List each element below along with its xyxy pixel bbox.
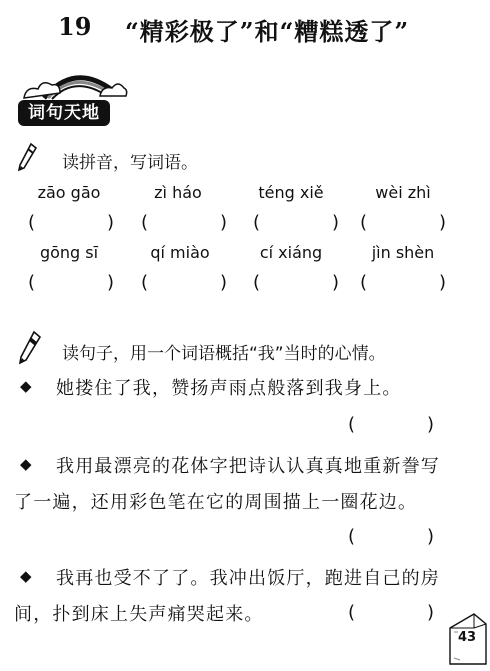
answer-blank[interactable]: ( ): [141, 212, 228, 233]
lesson-title: “精彩极了”和“糟糕透了”: [125, 17, 410, 46]
sentence-text: 我再也受不了了。我冲出饭厅，跑进自己的房: [56, 568, 440, 589]
pinyin-label: jìn shèn: [371, 243, 435, 262]
pinyin-label: zì háo: [154, 183, 202, 202]
answer-blank[interactable]: ( ): [348, 602, 435, 623]
answer-blank[interactable]: ( ): [253, 272, 340, 293]
lesson-header: [0, 10, 490, 44]
pinyin-label: wèi zhì: [375, 183, 431, 202]
exercise2-instruction: 读句子，用一个词语概括“我”当时的心情。: [62, 344, 386, 364]
pinyin-label: zāo gāo: [37, 183, 101, 202]
pinyin-label: cí xiáng: [259, 243, 323, 262]
pinyin-label: qí miào: [150, 243, 210, 262]
section-logo: [16, 64, 128, 130]
answer-blank[interactable]: ( ): [348, 526, 435, 547]
rainbow-cloud-icon: [16, 64, 128, 104]
pencil-icon: [16, 142, 38, 172]
sentence-text: 了一遍，还用彩色笔在它的周围描上一圈花边。: [14, 492, 418, 513]
page-number: 43: [458, 630, 477, 645]
lesson-number: 19: [58, 12, 92, 41]
answer-blank[interactable]: ( ): [360, 272, 447, 293]
answer-blank[interactable]: ( ): [28, 212, 115, 233]
answer-blank[interactable]: ( ): [360, 212, 447, 233]
bullet-diamond: ◆: [20, 567, 32, 585]
sentence-text: 我用最漂亮的花体字把诗认认真真地重新誊写: [56, 456, 440, 477]
marker-pen-icon: [16, 330, 42, 366]
sentence-text: 她搂住了我，赞扬声雨点般落到我身上。: [56, 378, 402, 399]
bullet-diamond: ◆: [20, 377, 32, 395]
answer-blank[interactable]: ( ): [28, 272, 115, 293]
pinyin-label: gōng sī: [39, 243, 99, 262]
bullet-diamond: ◆: [20, 455, 32, 473]
sentence-text: 间，扑到床上失声痛哭起来。: [14, 604, 264, 625]
pinyin-label: téng xiě: [258, 183, 324, 202]
answer-blank[interactable]: ( ): [253, 212, 340, 233]
section-label: 词句天地: [18, 100, 110, 126]
answer-blank[interactable]: ( ): [348, 414, 435, 435]
exercise1-instruction: 读拼音，写词语。: [62, 153, 198, 173]
answer-blank[interactable]: ( ): [141, 272, 228, 293]
page-number-box: [444, 610, 488, 666]
